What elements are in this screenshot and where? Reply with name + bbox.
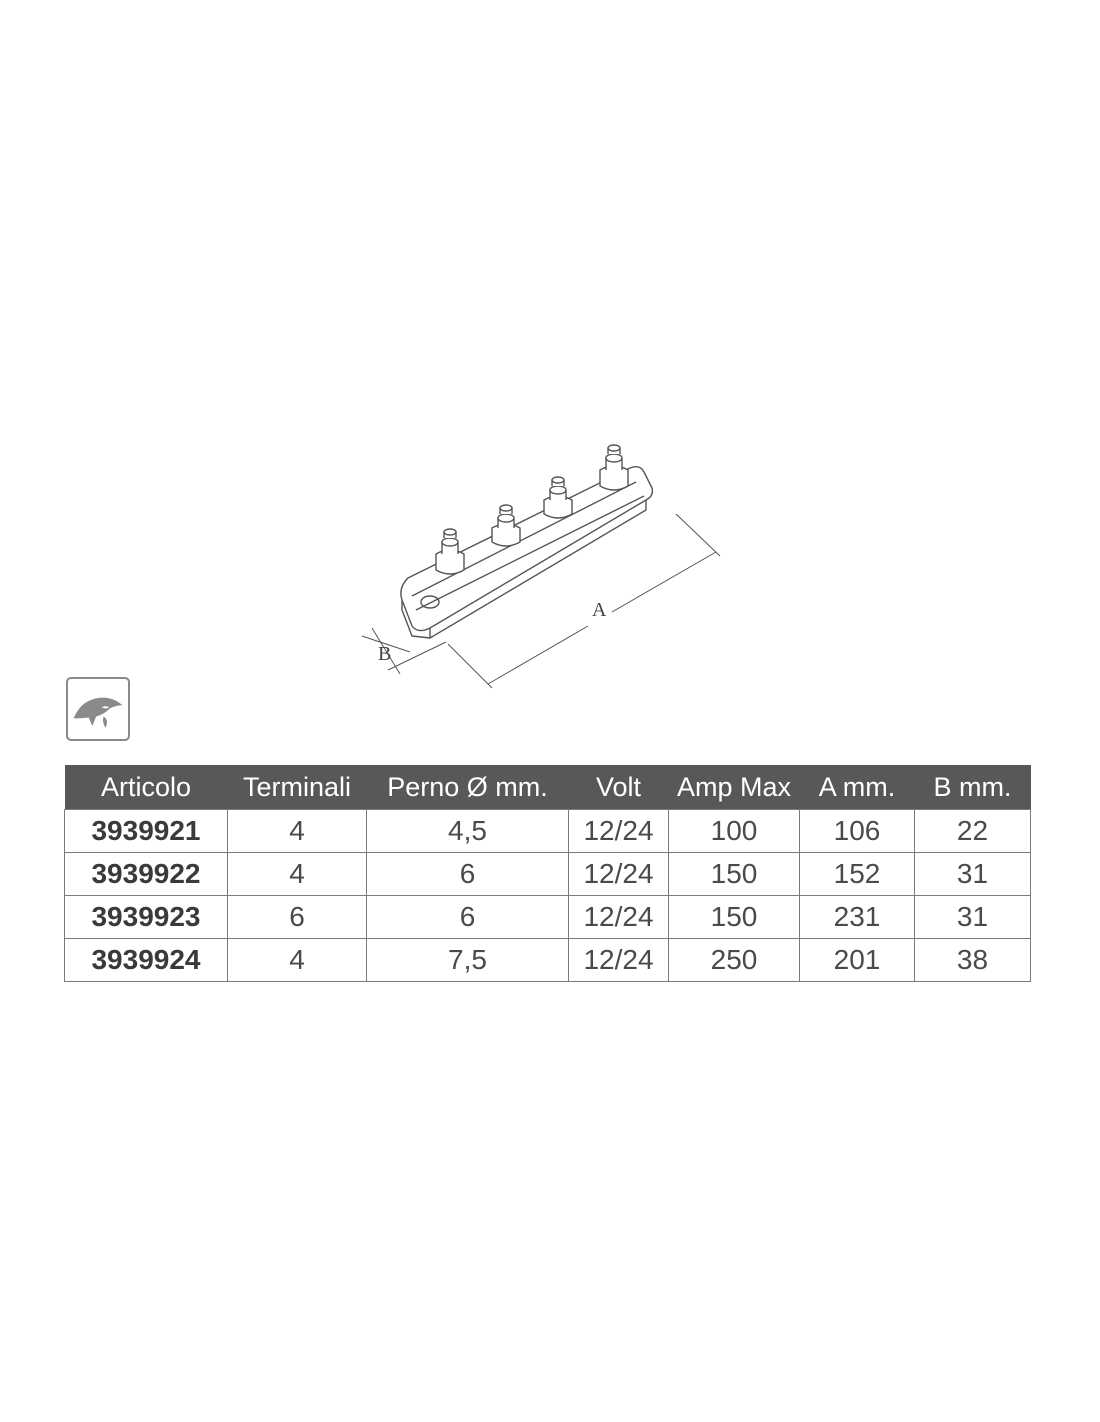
cell-volt: 12/24 xyxy=(569,810,669,853)
cell-volt: 12/24 xyxy=(569,896,669,939)
table-header-row xyxy=(65,765,1031,810)
cell-articolo: 3939923 xyxy=(65,896,228,939)
dimension-a-label: A xyxy=(592,599,607,621)
cell-articolo: 3939922 xyxy=(65,853,228,896)
cell-volt: 12/24 xyxy=(569,939,669,982)
cell-a-mm: 152 xyxy=(800,853,915,896)
cell-a-mm: 231 xyxy=(800,896,915,939)
cell-articolo: 3939924 xyxy=(65,939,228,982)
cell-a-mm: 106 xyxy=(800,810,915,853)
table-row xyxy=(65,810,1031,853)
cell-a-mm: 201 xyxy=(800,939,915,982)
cell-terminali: 4 xyxy=(228,853,367,896)
dimension-b-label: B xyxy=(378,643,392,665)
cell-terminali: 6 xyxy=(228,896,367,939)
cell-perno: 6 xyxy=(367,896,569,939)
header-terminali: Terminali xyxy=(228,765,367,810)
header-perno: Perno Ø mm. xyxy=(367,765,569,810)
cell-volt: 12/24 xyxy=(569,853,669,896)
cell-terminali: 4 xyxy=(228,939,367,982)
cell-b-mm: 38 xyxy=(915,939,1031,982)
cell-terminali: 4 xyxy=(228,810,367,853)
cell-perno: 6 xyxy=(367,853,569,896)
cell-perno: 7,5 xyxy=(367,939,569,982)
busbar-drawing xyxy=(340,430,740,700)
cell-perno: 4,5 xyxy=(367,810,569,853)
cell-b-mm: 31 xyxy=(915,896,1031,939)
table-row xyxy=(65,853,1031,896)
cell-amp-max: 150 xyxy=(669,853,800,896)
orca-logo xyxy=(66,677,130,741)
header-volt: Volt xyxy=(569,765,669,810)
header-articolo: Articolo xyxy=(65,765,228,810)
table-row xyxy=(65,939,1031,982)
cell-amp-max: 100 xyxy=(669,810,800,853)
header-b-mm: B mm. xyxy=(915,765,1031,810)
cell-amp-max: 150 xyxy=(669,896,800,939)
table-row xyxy=(65,896,1031,939)
cell-b-mm: 31 xyxy=(915,853,1031,896)
header-amp-max: Amp Max xyxy=(669,765,800,810)
spec-table xyxy=(64,765,1031,982)
cell-articolo: 3939921 xyxy=(65,810,228,853)
header-a-mm: A mm. xyxy=(800,765,915,810)
orca-icon xyxy=(68,679,128,739)
cell-b-mm: 22 xyxy=(915,810,1031,853)
cell-amp-max: 250 xyxy=(669,939,800,982)
